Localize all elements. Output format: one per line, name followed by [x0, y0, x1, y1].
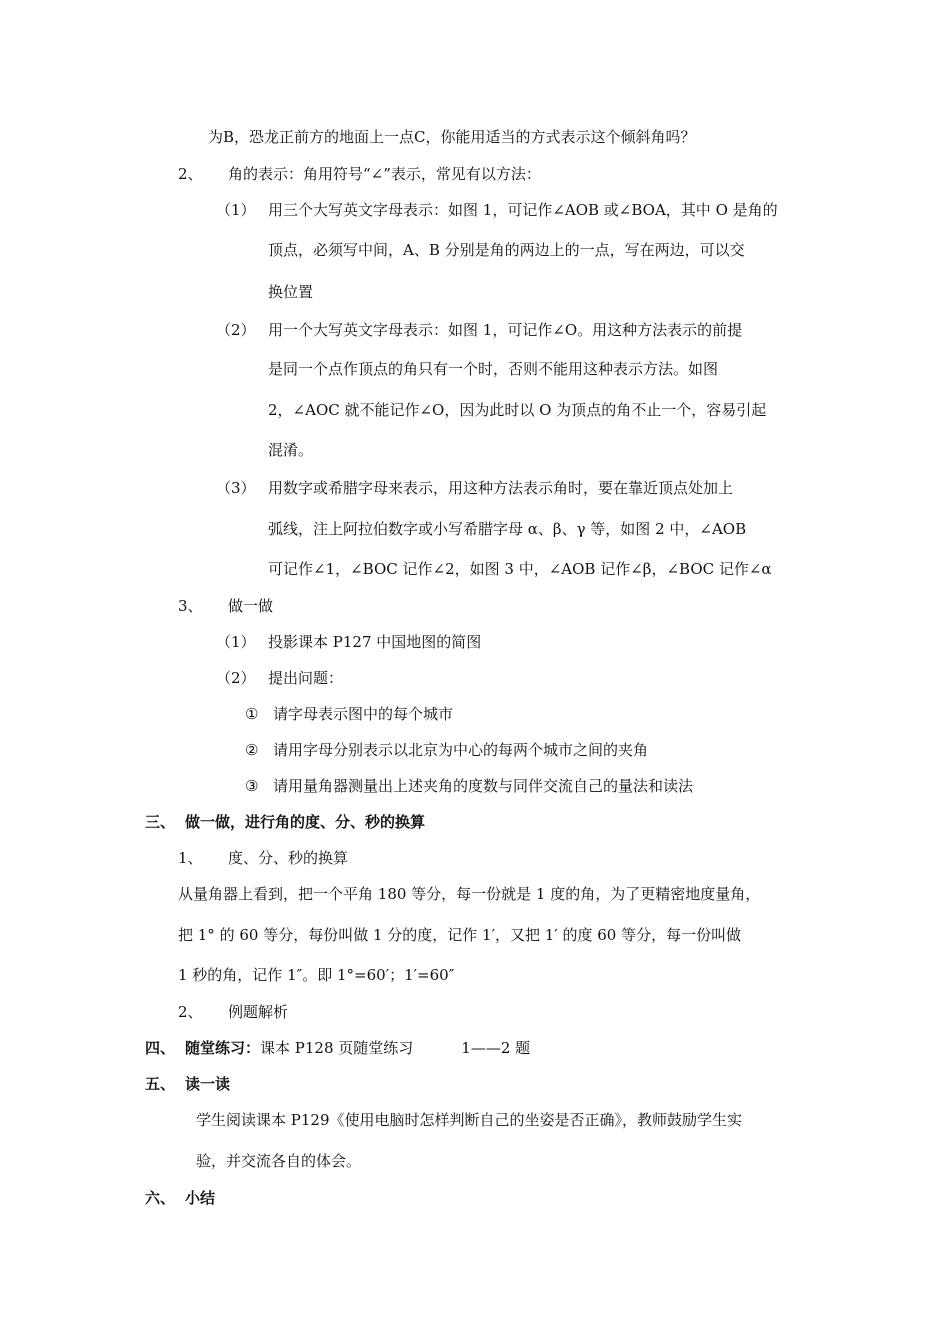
- text: 度、分、秒的换算: [228, 849, 349, 867]
- circled-number: ①: [245, 705, 259, 723]
- item-number: （1）: [216, 201, 256, 219]
- paragraph-line: [178, 925, 741, 945]
- heading-range: 1——2 题: [461, 1039, 531, 1057]
- question-2-line: [245, 740, 648, 760]
- item-3-line: [216, 478, 733, 498]
- text: 用一个大写英文字母表示：如图 1，可记作∠O。用这种方法表示的前提: [268, 321, 743, 339]
- paragraph-line: [268, 440, 313, 460]
- paragraph-line: [268, 359, 718, 379]
- text: 请用量角器测量出上述夹角的度数与同伴交流自己的量法和读法: [273, 777, 694, 795]
- heading-number: 五、: [145, 1075, 176, 1093]
- text: 提出问题：: [268, 669, 344, 687]
- item-1-line: [216, 200, 778, 220]
- section-3-line: [178, 596, 273, 616]
- item-2-line: [216, 320, 742, 340]
- paragraph-line: [268, 559, 772, 579]
- text: 为B，恐龙正前方的地面上一点C，你能用适当的方式表示这个倾斜角吗？: [208, 128, 696, 146]
- text: 请用字母分别表示以北京为中心的每两个城市之间的夹角: [273, 741, 649, 759]
- section-number: 3、: [178, 597, 203, 615]
- section-number: 1、: [178, 849, 203, 867]
- text: 从量角器上看到，把一个平角 180 等分，每一份就是 1 度的角，为了更精密地度量角，: [178, 885, 761, 903]
- topic-1-line: [178, 848, 348, 868]
- text: 用三个大写英文字母表示：如图 1，可记作∠AOB 或∠BOA，其中 O 是角的: [268, 201, 778, 219]
- item-number: （3）: [216, 479, 256, 497]
- item-number: （1）: [216, 633, 256, 651]
- text: 用数字或希腊字母来表示，用这种方法表示角时，要在靠近顶点处加上: [268, 479, 734, 497]
- text: 请字母表示图中的每个城市: [273, 705, 454, 723]
- paragraph-line: [268, 240, 745, 260]
- text: 做一做: [228, 597, 274, 615]
- paragraph-line: [268, 282, 313, 302]
- heading-text: 随堂练习：: [185, 1039, 261, 1057]
- text: 验，并交流各自的体会。: [196, 1152, 362, 1170]
- heading-3: [145, 812, 425, 832]
- heading-number: 三、: [145, 813, 176, 831]
- circled-number: ③: [245, 777, 259, 795]
- paragraph-line: [268, 400, 766, 420]
- topic-2-line: [178, 1002, 288, 1022]
- text: 是同一个点作顶点的角只有一个时，否则不能用这种表示方法。如图: [268, 360, 719, 378]
- question-1-line: [245, 704, 453, 724]
- text: 可记作∠1，∠BOC 记作∠2，如图 3 中，∠AOB 记作∠β，∠BOC 记作∠α: [268, 560, 772, 578]
- item-number: （2）: [216, 321, 256, 339]
- text: 例题解析: [228, 1003, 289, 1021]
- do-item-2-line: [216, 668, 343, 688]
- paragraph-line: [196, 1110, 742, 1130]
- heading-text: 读一读: [185, 1075, 231, 1093]
- text: 2，∠AOC 就不能记作∠O，因为此时以 O 为顶点的角不止一个，容易引起: [268, 401, 767, 419]
- paragraph-line: [208, 127, 696, 147]
- heading-number: 四、: [145, 1039, 176, 1057]
- text: 把 1° 的 60 等分，每份叫做 1 分的度，记作 1′，又把 1′ 的度 60 等分，每一份叫做: [178, 926, 742, 944]
- heading-6: [145, 1188, 215, 1208]
- section-number: 2、: [178, 1003, 203, 1021]
- text: 弧线，注上阿拉伯数字或小写希腊字母 α、β、γ 等，如图 2 中，∠AOB: [268, 520, 747, 538]
- text: 顶点，必须写中间，A、B 分别是角的两边上的一点，写在两边，可以交: [268, 241, 745, 259]
- paragraph-line: [178, 884, 760, 904]
- text: 1 秒的角，记作 1″。即 1°=60′；1′=60″: [178, 966, 455, 984]
- do-item-1-line: [216, 632, 481, 652]
- heading-text: 做一做，进行角的度、分、秒的换算: [185, 813, 426, 831]
- question-3-line: [245, 776, 693, 796]
- section-number: 2、: [178, 165, 203, 183]
- section-2-line: [178, 164, 541, 184]
- heading-number: 六、: [145, 1189, 176, 1207]
- paragraph-line: [268, 519, 746, 539]
- heading-5: [145, 1074, 230, 1094]
- text: 角的表示：角用符号“∠”表示，常见有以方法：: [228, 165, 541, 183]
- text: 学生阅读课本 P129《使用电脑时怎样判断自己的坐姿是否正确》，教师鼓励学生实: [196, 1111, 742, 1129]
- heading-4: [145, 1038, 530, 1058]
- text: 混淆。: [268, 441, 314, 459]
- text: 换位置: [268, 283, 314, 301]
- heading-text: 小结: [185, 1189, 216, 1207]
- item-number: （2）: [216, 669, 256, 687]
- text: 投影课本 P127 中国地图的简图: [268, 633, 482, 651]
- heading-detail: 课本 P128 页随堂练习: [260, 1039, 414, 1057]
- circled-number: ②: [245, 741, 259, 759]
- paragraph-line: [178, 965, 454, 985]
- paragraph-line: [196, 1151, 361, 1171]
